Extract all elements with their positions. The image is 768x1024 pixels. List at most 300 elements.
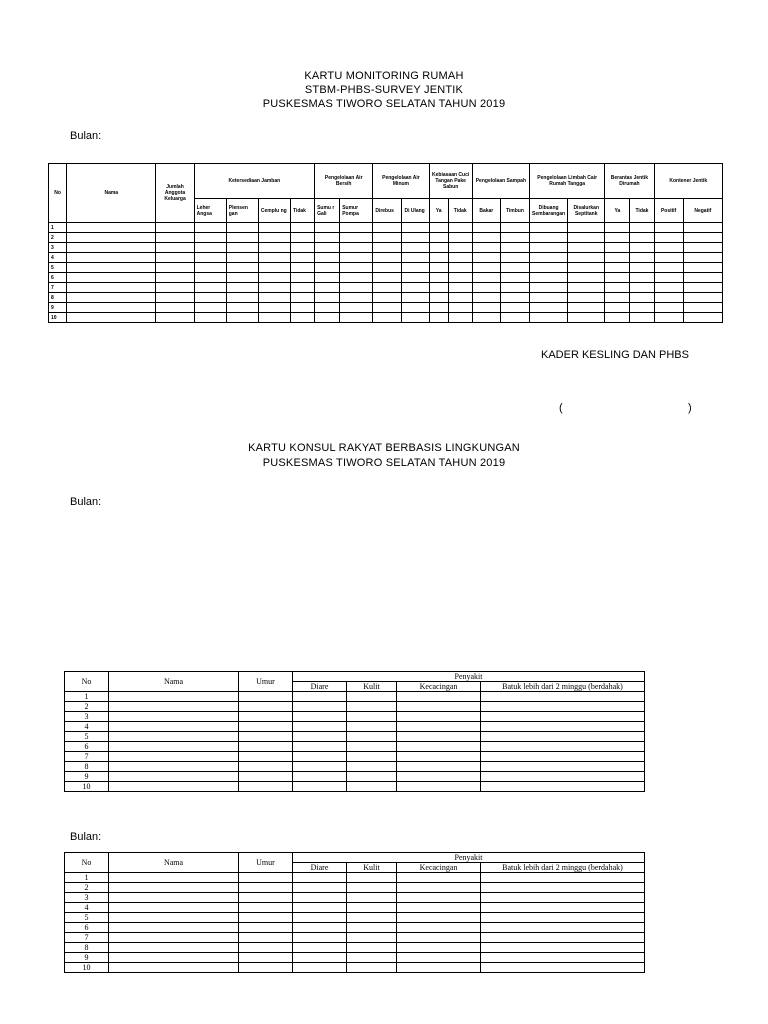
table-cell [500,313,529,323]
disease-header-kecacingan: Kecacingan [397,682,481,692]
table-cell [500,223,529,233]
table-cell [194,273,226,283]
table-cell [340,263,373,273]
disease-header-kulit: Kulit [347,682,397,692]
col-header-nama: Nama [109,672,239,692]
col-header-umur: Umur [239,672,293,692]
table-cell [373,273,402,283]
table-cell [290,263,314,273]
table-cell [340,283,373,293]
table-cell [109,722,239,732]
kader-label: KADER KESLING DAN PHBS [541,349,689,361]
table-cell [258,313,290,323]
table-cell [402,223,429,233]
table-cell [605,223,630,233]
table-row [49,313,723,323]
row-number: 6 [65,742,109,752]
table-cell [472,303,500,313]
table-cell [109,883,239,893]
table-cell [290,243,314,253]
table-cell [67,223,156,233]
table-cell [293,913,347,923]
table-cell [568,263,605,273]
col-header-penyakit: Penyakit [293,672,645,682]
table-row [65,732,645,742]
table-cell [397,702,481,712]
table-cell [605,243,630,253]
table-cell [239,742,293,752]
table-cell [293,742,347,752]
table-cell [315,243,340,253]
table-cell [340,233,373,243]
table-row [65,752,645,762]
table-cell [630,233,654,243]
table-cell [402,273,429,283]
table-cell [239,772,293,782]
table-row [65,963,645,973]
table-cell [654,293,683,303]
table-cell [397,903,481,913]
table-cell [194,303,226,313]
table-cell [605,233,630,243]
table-cell [258,253,290,263]
card2-title-line-1: KARTU KONSUL RAKYAT BERBASIS LINGKUNGAN [248,442,520,454]
table-cell [293,752,347,762]
table-cell [67,283,156,293]
table-cell [293,943,347,953]
table-row [49,233,723,243]
table-cell [402,253,429,263]
table-cell [290,233,314,243]
sign-close-paren: ) [688,402,692,414]
table-cell [683,283,722,293]
table-cell [67,273,156,283]
table-cell [397,933,481,943]
row-number: 5 [65,732,109,742]
table-cell [239,732,293,742]
table-cell [109,943,239,953]
table-cell [226,283,258,293]
table-cell [500,243,529,253]
table-row [65,873,645,883]
table-cell [448,233,472,243]
table-cell [347,933,397,943]
table-cell [109,752,239,762]
table-cell [109,742,239,752]
table-cell [340,223,373,233]
row-number: 1 [65,873,109,883]
table-cell [258,223,290,233]
table-cell [373,243,402,253]
row-number: 6 [49,273,67,283]
sub-header: Ya [429,199,448,223]
table-cell [109,903,239,913]
table-cell [109,772,239,782]
table-cell [530,273,568,283]
table-cell [347,712,397,722]
table-cell [373,233,402,243]
table-cell [258,263,290,273]
table-cell [109,732,239,742]
table-cell [293,722,347,732]
table-cell [373,313,402,323]
sub-header: Leher Angsa [194,199,226,223]
table-cell [109,893,239,903]
disease-header-diare: Diare [293,863,347,873]
table-cell [290,273,314,283]
table-cell [109,873,239,883]
table-cell [472,263,500,273]
col-header-no: No [49,164,67,223]
table-cell [630,243,654,253]
table-cell [226,263,258,273]
table-cell [530,313,568,323]
card2-bulan-label-2: Bulan: [70,831,102,843]
row-number: 10 [65,782,109,792]
card1-title-line-3: PUSKESMAS TIWORO SELATAN TAHUN 2019 [262,98,506,110]
table-cell [226,273,258,283]
table-row [65,933,645,943]
table-cell [239,712,293,722]
sub-header: Dibuang Sembarangan [530,199,568,223]
row-number: 2 [65,883,109,893]
table-row [49,293,723,303]
table-cell [226,253,258,263]
table-cell [239,903,293,913]
disease-header-batuk: Batuk lebih dari 2 minggu (berdahak) [481,682,645,692]
table-row [65,702,645,712]
row-number: 10 [49,313,67,323]
table-cell [226,233,258,243]
table-cell [194,253,226,263]
table-cell [373,253,402,263]
table-cell [226,313,258,323]
table-cell [448,303,472,313]
table-cell [500,263,529,273]
table-cell [258,273,290,283]
table-cell [472,243,500,253]
table-cell [683,253,722,263]
table-cell [109,953,239,963]
table-row [65,893,645,903]
table-cell [347,742,397,752]
group-header-jamban: Ketersediaan Jamban [194,164,314,199]
row-number: 8 [65,943,109,953]
table-cell [481,873,645,883]
sub-header: Di Ulang [402,199,429,223]
table-cell [397,712,481,722]
table-cell [315,223,340,233]
table-cell [293,933,347,943]
table-cell [109,913,239,923]
table-cell [500,293,529,303]
table-row [65,883,645,893]
table-cell [315,303,340,313]
table-cell [500,303,529,313]
disease-header-kulit: Kulit [347,863,397,873]
table-row [65,943,645,953]
table-cell [293,963,347,973]
table-cell [156,233,194,243]
table-cell [347,722,397,732]
table-cell [530,243,568,253]
table-cell [156,253,194,263]
card1-bulan-label: Bulan: [70,130,102,142]
table-cell [293,903,347,913]
table-cell [568,293,605,303]
col-header-no: No [65,853,109,873]
table-cell [258,233,290,243]
table-cell [429,313,448,323]
table-cell [397,762,481,772]
col-header-umur: Umur [239,853,293,873]
table-cell [373,303,402,313]
card1-title-line-2: STBM-PHBS-SURVEY JENTIK [304,84,464,96]
table-cell [347,893,397,903]
table-cell [429,283,448,293]
table-cell [448,283,472,293]
card2-title-line-2: PUSKESMAS TIWORO SELATAN TAHUN 2019 [262,457,506,469]
table-cell [373,283,402,293]
table-cell [194,313,226,323]
row-number: 6 [65,923,109,933]
table-cell [472,313,500,323]
table-cell [347,692,397,702]
table-cell [481,903,645,913]
table-cell [397,943,481,953]
table-row [65,762,645,772]
table-cell [293,782,347,792]
group-header-cuci-tangan: Kebiasaan Cuci Tangan Pake Sabun [429,164,472,199]
table-cell [293,772,347,782]
sub-header: Direbus [373,199,402,223]
table-cell [226,223,258,233]
table-cell [568,313,605,323]
table-cell [481,923,645,933]
table-cell [530,283,568,293]
table-cell [67,303,156,313]
table-cell [315,273,340,283]
table-cell [402,243,429,253]
table-cell [109,782,239,792]
row-number: 4 [65,722,109,732]
table-cell [481,953,645,963]
table-cell [315,293,340,303]
table-cell [397,782,481,792]
table-cell [530,253,568,263]
table-cell [397,732,481,742]
table-cell [67,293,156,303]
table-cell [402,293,429,303]
table-cell [654,253,683,263]
sub-header: Sumu r Gali [315,199,340,223]
table-cell [568,253,605,263]
table-cell [429,303,448,313]
table-cell [239,762,293,772]
table-row [49,223,723,233]
table-cell [194,243,226,253]
table-cell [290,303,314,313]
table-cell [397,742,481,752]
table-cell [630,263,654,273]
table-cell [605,293,630,303]
table-cell [67,253,156,263]
table-cell [156,243,194,253]
table-row [65,903,645,913]
table-cell [239,722,293,732]
table-cell [347,702,397,712]
table-cell [654,243,683,253]
table-cell [290,223,314,233]
table-cell [397,873,481,883]
table-cell [397,883,481,893]
table-cell [472,293,500,303]
table-cell [258,293,290,303]
table-cell [347,752,397,762]
table-cell [654,303,683,313]
sub-header: Tidak [290,199,314,223]
table-cell [194,293,226,303]
table-cell [448,223,472,233]
table-cell [340,253,373,263]
table-cell [340,293,373,303]
table-cell [293,883,347,893]
table-cell [402,313,429,323]
table-cell [347,732,397,742]
table-cell [109,692,239,702]
table-cell [481,893,645,903]
table-cell [402,303,429,313]
col-header-no: No [65,672,109,692]
table-cell [194,233,226,243]
table-cell [530,303,568,313]
sub-header: Plensen gan [226,199,258,223]
table-cell [67,313,156,323]
table-cell [448,293,472,303]
group-header-jentik: Berantas Jentik Dirumah [605,164,654,199]
table-cell [654,283,683,293]
table-cell [293,702,347,712]
row-number: 1 [49,223,67,233]
table-cell [605,263,630,273]
row-number: 2 [49,233,67,243]
table-cell [239,873,293,883]
table-cell [156,223,194,233]
table-cell [226,243,258,253]
table-cell [472,233,500,243]
row-number: 7 [65,933,109,943]
table-cell [340,313,373,323]
table-cell [481,772,645,782]
table-cell [683,223,722,233]
table-cell [239,943,293,953]
table-cell [568,223,605,233]
table-cell [293,953,347,963]
table-cell [226,303,258,313]
col-header-nama: Nama [67,164,156,223]
row-number: 10 [65,963,109,973]
table-cell [481,722,645,732]
table-cell [347,963,397,973]
table-cell [630,223,654,233]
table-cell [472,253,500,263]
table-cell [315,283,340,293]
table-cell [402,233,429,243]
table-cell [448,243,472,253]
table-cell [397,772,481,782]
table-cell [472,283,500,293]
table-cell [397,692,481,702]
table-cell [194,263,226,273]
table-cell [605,303,630,313]
table-cell [347,923,397,933]
table-cell [402,263,429,273]
table-cell [315,263,340,273]
table-cell [239,913,293,923]
group-header-air-bersih: Pengelolaan Air Bersih [315,164,373,199]
table-cell [194,283,226,293]
group-header-sampah: Pengelolaan Sampah [472,164,529,199]
table-cell [347,903,397,913]
sub-header: Tidak [630,199,654,223]
col-header-nama: Nama [109,853,239,873]
table-cell [568,243,605,253]
table-cell [654,223,683,233]
row-number: 5 [49,263,67,273]
table-cell [530,293,568,303]
table-cell [109,712,239,722]
table-row [65,692,645,702]
col-header-penyakit: Penyakit [293,853,645,863]
table-cell [683,313,722,323]
table-cell [429,223,448,233]
table-row [65,742,645,752]
table-cell [481,752,645,762]
disease-header-batuk: Batuk lebih dari 2 minggu (berdahak) [481,863,645,873]
row-number: 3 [65,893,109,903]
table-cell [630,313,654,323]
table-cell [347,943,397,953]
row-number: 5 [65,913,109,923]
konsul-table-2 [64,852,645,973]
table-cell [429,273,448,283]
table-cell [290,293,314,303]
table-cell [481,692,645,702]
table-cell [429,293,448,303]
table-cell [258,303,290,313]
row-number: 1 [65,692,109,702]
table-cell [481,933,645,943]
table-cell [156,293,194,303]
row-number: 9 [49,303,67,313]
table-cell [683,243,722,253]
table-row [65,913,645,923]
table-row [49,303,723,313]
table-cell [481,943,645,953]
sub-header: Positif [654,199,683,223]
table-cell [340,273,373,283]
table-cell [500,283,529,293]
card2-bulan-label: Bulan: [70,496,102,508]
table-cell [472,223,500,233]
table-cell [481,742,645,752]
table-cell [239,782,293,792]
table-cell [630,273,654,283]
table-cell [654,263,683,273]
table-cell [156,283,194,293]
table-cell [347,782,397,792]
sub-header: Timbun [500,199,529,223]
